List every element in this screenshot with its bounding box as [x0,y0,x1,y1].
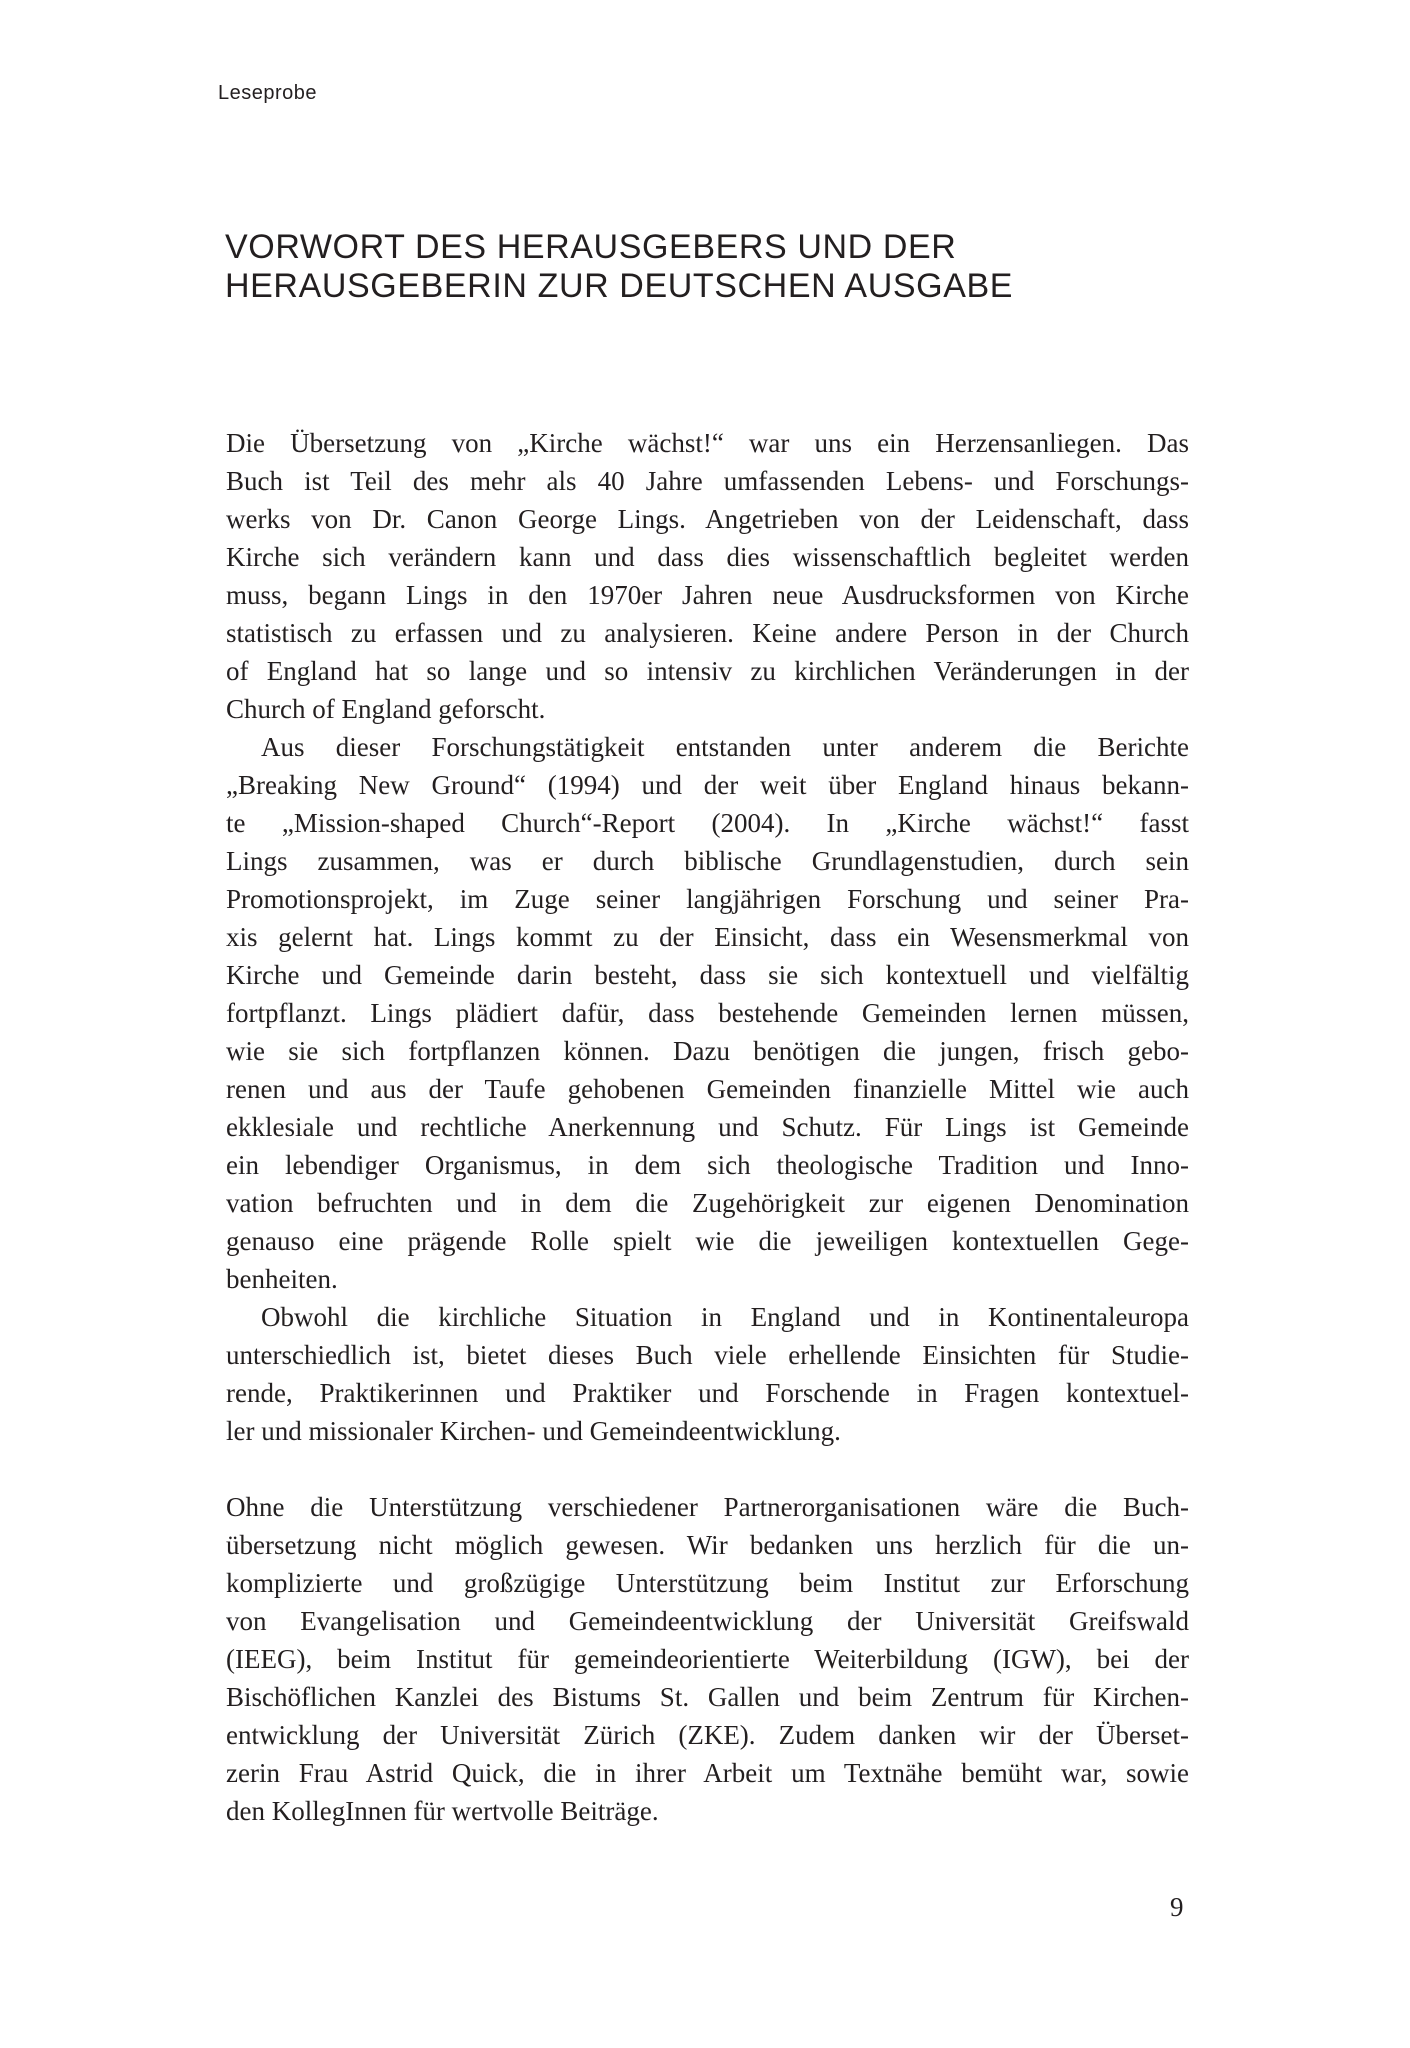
text-line: unterschiedlich ist, bietet dieses Buch viele erhellende Einsichten für Studie- [226,1340,1189,1370]
text-line: „Breaking New Ground“ (1994) und der weit über England hinaus bekann- [226,770,1189,800]
text-line: Kirche sich verändern kann und dass dies wissenschaftlich begleitet werden [226,542,1189,572]
text-line: Promotionsprojekt, im Zuge seiner langjährigen Forschung und seiner Pra- [226,884,1189,914]
text-line: zerin Frau Astrid Quick, die in ihrer Arbeit um Textnähe bemüht war, sowie [226,1758,1189,1788]
text-line: renen und aus der Taufe gehobenen Gemeinden finanzielle Mittel wie auch [226,1074,1189,1104]
running-header: Leseprobe [218,82,318,104]
body-text [226,424,1189,1830]
text-line: übersetzung nicht möglich gewesen. Wir bedanken uns herzlich für die un- [226,1530,1189,1560]
text-line: te „Mission-shaped Church“-Report (2004). In „Kirche wächst!“ fasst [226,808,1189,838]
text-line: Aus dieser Forschungstätigkeit entstanden unter anderem die Berichte [261,732,1189,762]
text-line: fortpflanzt. Lings plädiert dafür, dass bestehende Gemeinden lernen müssen, [226,998,1189,1028]
text-line: ein lebendiger Organismus, in dem sich theologische Tradition und Inno- [226,1150,1189,1180]
text-line: rende, Praktikerinnen und Praktiker und Forschende in Fragen kontextuel- [226,1378,1189,1408]
text-line: wie sie sich fortpflanzen können. Dazu benötigen die jungen, frisch gebo- [226,1036,1189,1066]
text-line: genauso eine prägende Rolle spielt wie die jeweiligen kontextuellen Gege- [226,1226,1189,1256]
text-line: ekklesiale und rechtliche Anerkennung und Schutz. Für Lings ist Gemeinde [226,1112,1189,1142]
text-line: Church of England geforscht. [226,694,546,724]
text-line: entwicklung der Universität Zürich (ZKE). Zudem danken wir der Überset- [226,1720,1189,1750]
text-line: ler und missionaler Kirchen- und Gemeindeentwicklung. [226,1416,841,1446]
chapter-title-line: VORWORT DES HERAUSGEBERS UND DER [225,228,957,266]
text-line: von Evangelisation und Gemeindeentwicklung der Universität Greifswald [226,1606,1189,1636]
text-line: (IEEG), beim Institut für gemeindeorientierte Weiterbildung (IGW), bei der [226,1644,1189,1674]
paragraph-1 [226,424,1189,728]
text-line: benheiten. [226,1264,338,1294]
text-line: statistisch zu erfassen und zu analysieren. Keine andere Person in der Church [226,618,1189,648]
text-line: komplizierte und großzügige Unterstützung beim Institut zur Erforschung [226,1568,1189,1598]
paragraph-gap [226,1450,1189,1488]
text-line: Obwohl die kirchliche Situation in England und in Kontinentaleuropa [261,1302,1189,1332]
text-line: werks von Dr. Canon George Lings. Angetrieben von der Leidenschaft, dass [226,504,1189,534]
paragraph-3 [226,1298,1189,1450]
text-line: Buch ist Teil des mehr als 40 Jahre umfassenden Lebens- und Forschungs- [226,466,1189,496]
text-line: of England hat so lange und so intensiv zu kirchlichen Veränderungen in der [226,656,1189,686]
text-line: Bischöflichen Kanzlei des Bistums St. Gallen und beim Zentrum für Kirchen- [226,1682,1189,1712]
text-line: den KollegInnen für wertvolle Beiträge. [226,1796,659,1826]
chapter-title-line: HERAUSGEBERIN ZUR DEUTSCHEN AUSGABE [225,267,1014,305]
paragraph-4 [226,1488,1189,1830]
page-number: 9 [1170,1892,1184,1922]
text-line: Ohne die Unterstützung verschiedener Partnerorganisationen wäre die Buch- [226,1492,1189,1522]
chapter-title [225,228,1013,306]
text-line: vation befruchten und in dem die Zugehörigkeit zur eigenen Denomination [226,1188,1189,1218]
text-line: Die Übersetzung von „Kirche wächst!“ war uns ein Herzensanliegen. Das [226,428,1189,458]
text-line: xis gelernt hat. Lings kommt zu der Einsicht, dass ein Wesensmerkmal von [226,922,1189,952]
text-line: Kirche und Gemeinde darin besteht, dass sie sich kontextuell und vielfältig [226,960,1189,990]
text-line: muss, begann Lings in den 1970er Jahren neue Ausdrucksformen von Kirche [226,580,1189,610]
paragraph-2 [226,728,1189,1298]
text-line: Lings zusammen, was er durch biblische Grundlagenstudien, durch sein [226,846,1189,876]
